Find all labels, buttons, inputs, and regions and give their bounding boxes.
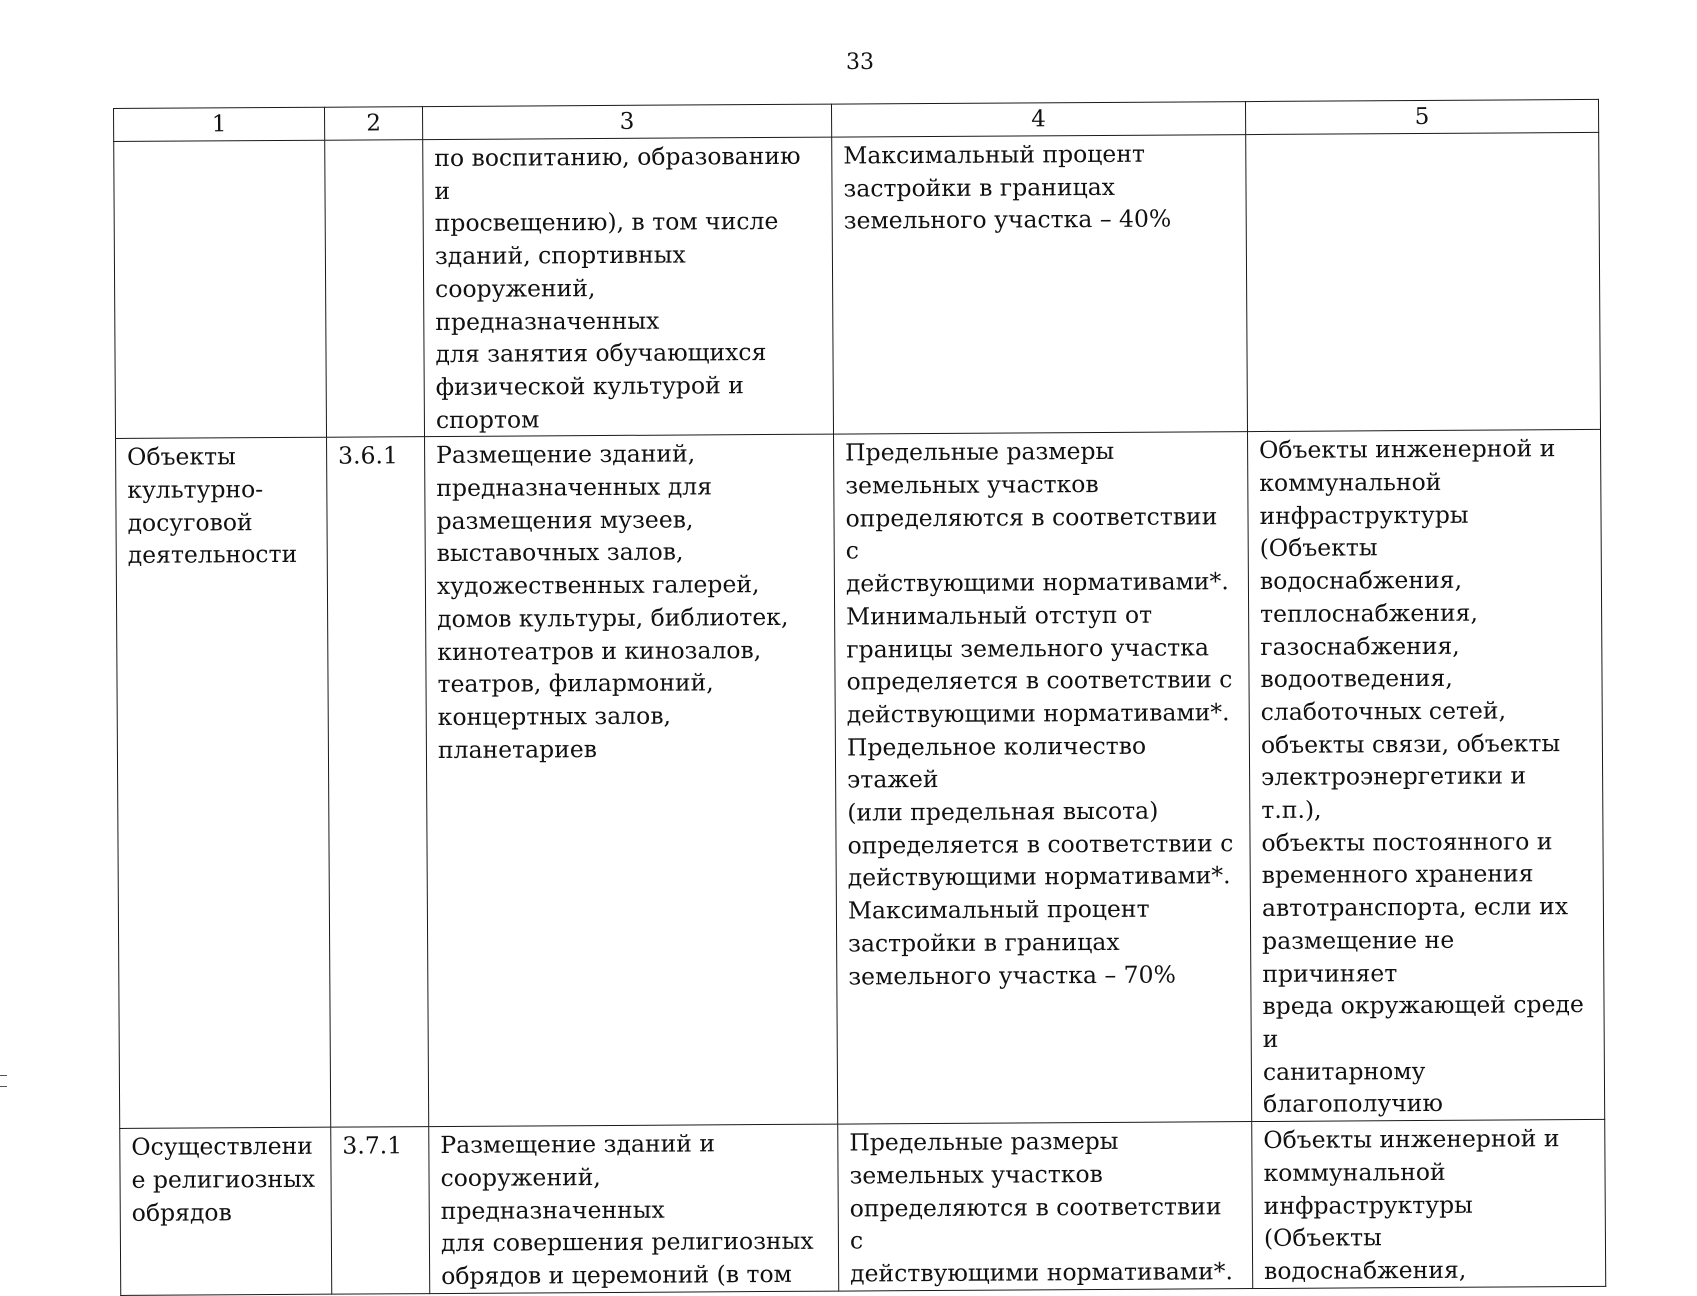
table-cell [325, 140, 425, 438]
column-header-3: 3 [422, 104, 831, 139]
cell-text: по воспитанию, образованию и просвещению), в том числе зданий, спортивных сооружений, предназначенных для занятия обучающихся физической культурой и спортом [434, 140, 823, 437]
table-cell [331, 1127, 430, 1294]
cell-text: 3.6.1 [338, 439, 414, 472]
cell-text: Предельные размеры земельных участков определяются в соответствии с действующими нормативами*. Минимальный отступ от границы земельного участка определяется в соответствии с действующими нормативами*. Предельное количество этажей (или предельная высота) определяется в соответствии с действующими нормативами*. Максимальный процент застройки в границах земельного участка – 70% [845, 434, 1240, 992]
column-header-2: 2 [324, 107, 422, 141]
table-cell [1247, 430, 1604, 1122]
cell-text: Осуществлени е религиозных обрядов [131, 1130, 321, 1229]
table-cell [838, 1122, 1253, 1291]
column-header-1: 1 [114, 107, 325, 141]
table-cell [120, 1127, 332, 1295]
page-number: 33 [0, 50, 1697, 75]
table-cell [1252, 1120, 1606, 1289]
cell-text [1257, 135, 1588, 137]
table-row [114, 132, 1601, 438]
table-cell [834, 432, 1252, 1124]
column-header-5: 5 [1245, 99, 1598, 134]
table-cell [429, 1124, 839, 1293]
cell-text: Объекты инженерной и коммунальной инфраструктуры (Объекты водоснабжения, [1263, 1122, 1595, 1288]
cell-text: Объекты культурно- досуговой деятельности [127, 440, 317, 572]
table-row [120, 1120, 1606, 1296]
zoning-table [113, 99, 1606, 1296]
cell-text: 3.7.1 [342, 1129, 418, 1162]
column-header-4: 4 [831, 102, 1245, 138]
table-cell [1246, 132, 1601, 431]
table-cell [423, 137, 834, 437]
cell-text: Предельные размеры земельных участков определяются в соответствии с действующими нормативами*. [849, 1124, 1242, 1290]
cell-text: Максимальный процент застройки в границах земельного участка – 40% [843, 137, 1236, 238]
table-cell [832, 135, 1248, 435]
cell-text [125, 143, 314, 144]
cell-text: Размещение зданий, предназначенных для размещения музеев, выставочных залов, художественных галерей, домов культуры, библиотек, кинотеатров и кинозалов, театров, филармоний, концертных залов, планетариев [436, 437, 825, 766]
table-cell [114, 140, 327, 439]
cell-text: Размещение зданий и сооружений, предназначенных для совершения религиозных обрядов и церемоний (в том [440, 1127, 828, 1293]
table-cell [116, 438, 331, 1129]
table-cell [425, 434, 838, 1126]
table-cell [327, 437, 429, 1127]
table-row [116, 430, 1605, 1129]
cell-text: Объекты инженерной и коммунальной инфраструктуры (Объекты водоснабжения, теплоснабжения, газоснабжения, водоотведения, слаботочных сетей, объекты связи, объекты электроэнергетики и т.п.), объекты постоянного и временного хранения автотранспорта, если их размещение не причиняет вреда окружающей среде и санитарному благополучию [1259, 432, 1594, 1121]
scan-margin-mark [0, 1075, 7, 1087]
